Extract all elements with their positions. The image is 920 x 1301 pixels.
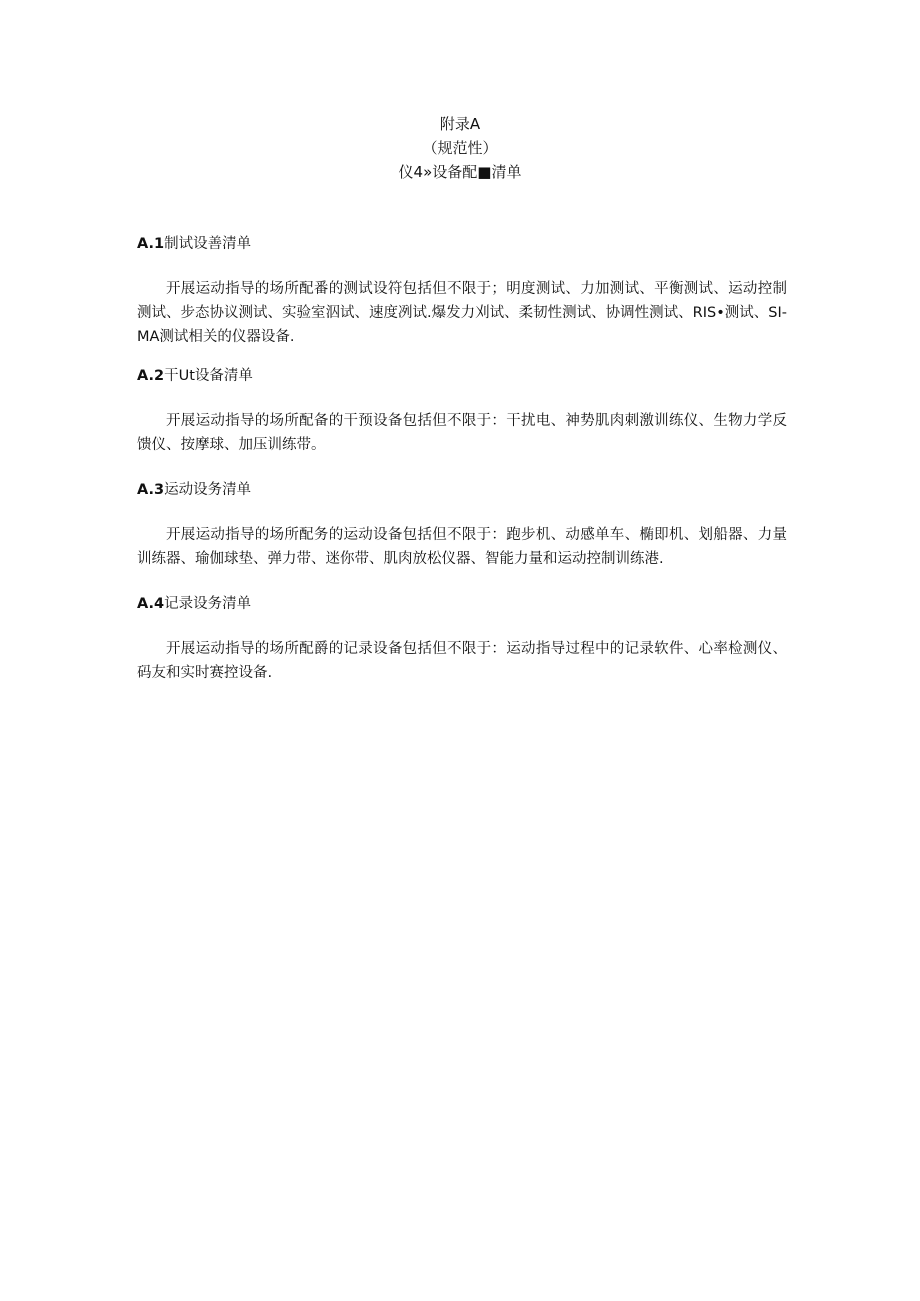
appendix-title: 附录A [439,115,481,133]
appendix-subtitle: 仪4»设备配■清单 [398,163,522,181]
section-heading-a2 [137,365,787,387]
section-number: A.2 [137,368,165,384]
section-heading-a1 [137,233,787,255]
section-title: 记录设务清单 [164,596,252,612]
section-number: A.4 [137,596,165,612]
section-paragraph-a2: 开展运动指导的场所配备的干预设备包括但不限于：干扰电、神势肌肉刺激训练仪、生物力学反馈仪、按摩球、加压训练带。 [137,413,787,453]
appendix-header [0,112,920,184]
section-heading-a4 [137,593,787,615]
section-title: 运动设务清单 [164,482,252,498]
section-paragraph-a3: 开展运动指导的场所配务的运动设备包括但不限于：跑步机、动感单车、椭即机、划船器、力量训练器、瑜伽球垫、弹力带、迷你带、肌肉放松仪器、智能力量和运动控制训练港. [137,527,787,567]
appendix-body [137,233,787,685]
section-title: 干Ut设备清单 [164,368,253,384]
section-heading-a3 [137,479,787,501]
section-number: A.3 [137,482,165,498]
appendix-nature: （规范性） [422,139,498,157]
section-title: 制试设善清单 [164,236,252,252]
section-paragraph-a1: 开展运动指导的场所配番的测试设符包括但不限于；明度测试、力加测试、平衡测试、运动控制测试、步态协议测试、实验室泅试、速度冽试.爆发力刈试、柔韧性测试、协调性测试、RIS•测试、SI-MA测试相关的仪器设备. [137,281,787,345]
section-paragraph-a4: 开展运动指导的场所配爵的记录设备包括但不限于：运动指导过程中的记录软件、心率检测仪、码友和实时赛控设备. [137,641,787,681]
section-number: A.1 [137,236,165,252]
